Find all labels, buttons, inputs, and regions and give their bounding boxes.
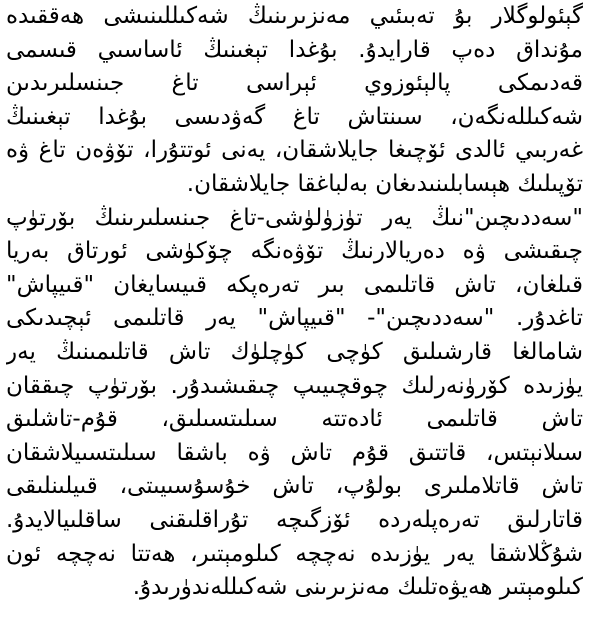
- text-line: تاش قاتلاملىرى بولۇپ، تاش خۇسۇسىيىتى، قىيلىنلىقى: [6, 473, 583, 500]
- text-line: تۆپىلىك ھېسابلىنىدىغان بەلباغقا جايلاشقان.: [186, 170, 583, 197]
- text-line: گېئولوگلار بۇ تەبىئىي مەنزىرىنىڭ شەكىللىنىشى ھەققىدە: [6, 3, 583, 29]
- text-line: يۈزىدە كۆرۈنەرلىك چوقچىيىپ چىقىشىدۇر. بۆرتۈپ چىققان: [6, 372, 583, 399]
- text-line: قىلغان، تاش قاتلىمى بىر تەرەپكە قىيسايغان "قىيپاش": [6, 271, 583, 298]
- text-line: تاش قاتلىمى ئادەتتە سىلىتسىلىق، قۇم-تاشلىق: [6, 406, 583, 433]
- text-line: كىلومېتىر ھەيۋەتلىك مەنزىرىنى شەكىللەندۈرىدۇ.: [132, 574, 583, 601]
- text-line: قاتارلىق تەرەپلەردە ئۆزگىچە تۇراقلىقنى ساقلىيالايدۇ.: [6, 506, 583, 533]
- text-line: چىقىشى ۋە دەريالارنىڭ تۆۋەنگە چۆكۈشى ئورتاق بەريا: [6, 238, 583, 265]
- text-line: قەدىمكى پالېئوزوي ئېراسى تاغ جىنسلىرىدىن: [6, 70, 583, 97]
- document-paragraph: [6, 0, 583, 605]
- text-line: شۇڭلاشقا يەر يۈزىدە نەچچە كىلومېتىر، ھەتتا نەچچە ئون: [6, 540, 583, 567]
- text-line: سىلانېتس، قاتتىق قۇم تاش ۋە باشقا سىلىتسىيلاشقان: [6, 439, 583, 466]
- text-line: مۇنداق دەپ قارايدۇ. بۇغدا تېغىنىڭ ئاساسىي قىسمى: [6, 36, 583, 63]
- text-line: شەكىللەنگەن، سىنتاش تاغ گەۋدىسى بۇغدا تېغىنىڭ: [6, 103, 583, 130]
- text-line: غەربىي ئالدى ئۆچىغا جايلاشقان، يەنى ئوتتۇرا، تۆۋەن تاغ ۋە: [6, 137, 583, 164]
- text-line: "سەددىچىن"نىڭ يەر تۈزۈلۈشى-تاغ جىنسلىرىنىڭ بۆرتۈپ: [6, 204, 583, 231]
- text-line: تاغدۇر. "سەددىچىن"- "قىيپاش" يەر قاتلىمى ئېچىدىكى: [6, 305, 583, 332]
- text-line: شامالغا قارشىلىق كۈچى كۈچلۈك تاش قاتلىمىنىڭ يەر: [6, 338, 583, 365]
